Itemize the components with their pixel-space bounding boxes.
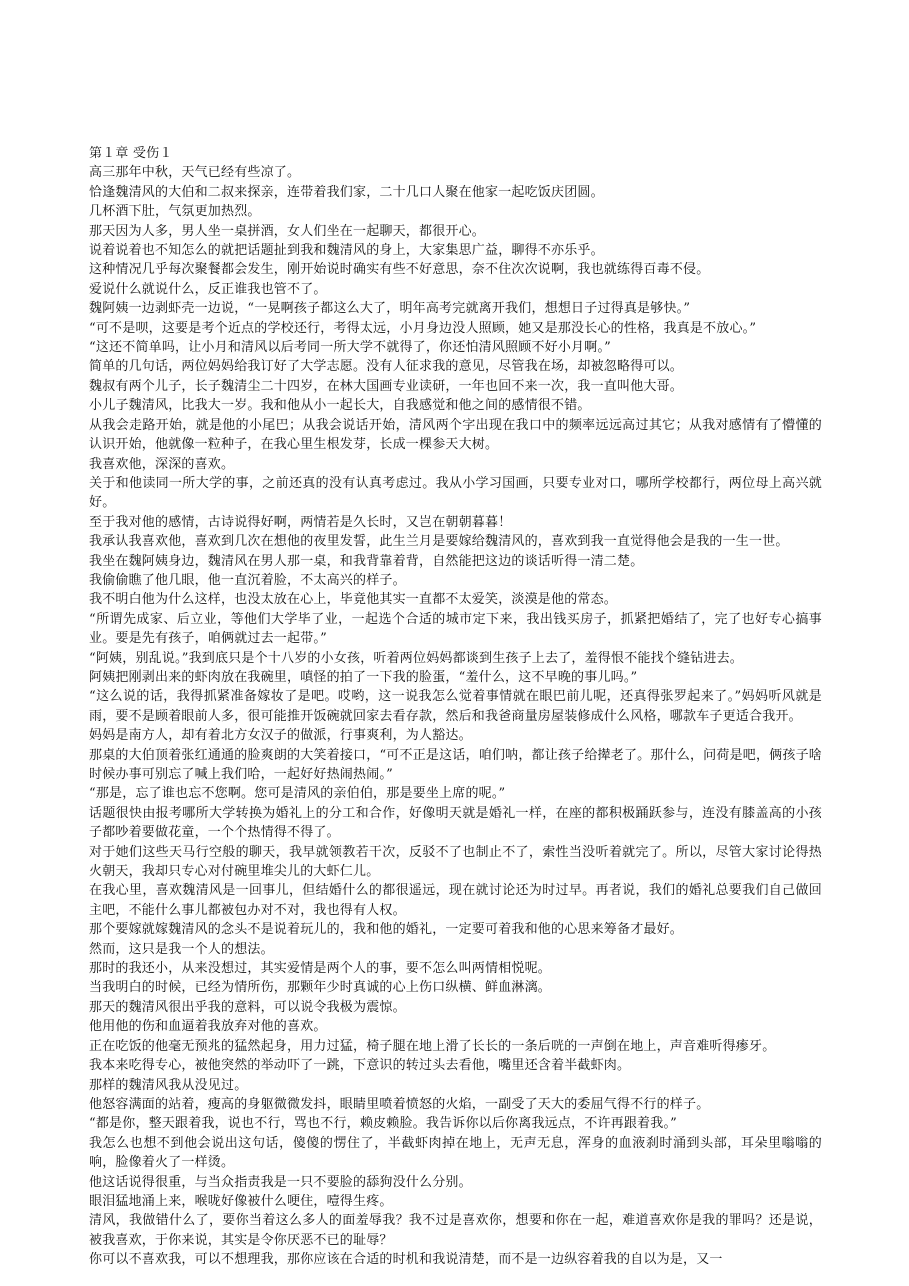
paragraph: 妈妈是南方人，却有着北方女汉子的做派，行事爽利，为人豁达。 (89, 728, 472, 744)
paragraph: “都是你，整天跟着我，说也不行，骂也不行，赖皮赖脸。我告诉你以后你离我远点，不许再跟着我。” (89, 1116, 677, 1132)
paragraph: 那天因为人多，男人坐一桌拼酒，女人们坐在一起聊天，都很开心。 (89, 223, 486, 239)
paragraph: 话题很快由报考哪所大学转换为婚礼上的分工和合作，好像明天就是婚礼一样，在座的都积极踊跃参与，连没有膝盖高的小孩子都吵着要做花童，一个个热情得不得了。 (89, 805, 822, 841)
paragraph: 我怎么也想不到他会说出这句话，傻傻的愣住了，半截虾肉掉在地上，无声无息，浑身的血液刹时涌到头部，耳朵里嗡嗡的响，脸像着火了一样烫。 (89, 1135, 822, 1171)
paragraph: 那桌的大伯顶着张红通通的脸爽朗的大笑着接口，“可不正是这话，咱们呐，都让孩子给撵老了。那什么，问荷是吧，俩孩子啥时候办事可别忘了喊上我们哈，一起好好热闹热闹。” (89, 747, 822, 782)
paragraph: “这还不简单吗，让小月和清风以后考同一所大学不就得了，你还怕清风照顾不好小月啊。” (89, 340, 611, 356)
paragraph: 魏阿姨一边剥虾壳一边说，“一晃啊孩子都这么大了，明年高考完就离开我们，想想日子过得真是够快。” (89, 301, 691, 317)
paragraph: 眼泪猛地涌上来，喉咙好像被什么哽住，噎得生疼。 (89, 1193, 393, 1209)
paragraph: 正在吃饭的他毫无预兆的猛然起身，用力过猛，椅子腿在地上滑了长长的一条后咣的一声倒在地上，声音难听得瘆牙。 (89, 1038, 776, 1054)
paragraph: “可不是呗，这要是考个近点的学校还行，考得太远，小月身边没人照顾，她又是那没长心的性格，我真是不放心。” (89, 320, 757, 336)
paragraph: 说着说着也不知怎么的就把话题扯到我和魏清风的身上，大家集思广益，聊得不亦乐乎。 (89, 243, 604, 259)
paragraph: 阿姨把刚剥出来的虾肉放在我碗里，嗔怪的拍了一下我的脸蛋，“羞什么，这不早晚的事儿吗。” (89, 669, 638, 685)
paragraph: 我承认我喜欢他，喜欢到几次在想他的夜里发誓，此生兰月是要嫁给魏清风的，喜欢到我一直觉得他会是我的一生一世。 (89, 534, 789, 550)
paragraph: 我本来吃得专心，被他突然的举动吓了一跳，下意识的转过头去看他，嘴里还含着半截虾肉。 (89, 1058, 631, 1074)
paragraph: 当我明白的时候，已经为情所伤，那颗年少时真诚的心上伤口纵横、鲜血淋漓。 (89, 980, 552, 996)
paragraph: 关于和他读同一所大学的事，之前还真的没有认真考虑过。我从小学习国画，只要专业对口，哪所学校都行，两位母上高兴就好。 (89, 475, 822, 511)
paragraph: 你可以不喜欢我，可以不想理我，那你应该在合适的时机和我说清楚，而不是一边纵容着我的自以为是，又一 (89, 1252, 723, 1268)
paragraph: 简单的几句话，两位妈妈给我订好了大学志愿。没有人征求我的意见，尽管我在场，却被忽略得可以。 (89, 359, 684, 375)
paragraph: 这种情况几乎每次聚餐都会发生，刚开始说时确实有些不好意思，奈不住次次说啊，我也就练得百毒不侵。 (89, 262, 710, 278)
paragraph: “所谓先成家、后立业，等他们大学毕了业，一起选个合适的城市定下来，我出钱买房子，抓紧把婚结了，完了也好专心搞事业。要是先有孩子，咱俩就过去一起带。” (89, 611, 822, 647)
paragraph: 那个要嫁就嫁魏清风的念头不是说着玩儿的，我和他的婚礼，一定要可着我和他的心思来筹备才最好。 (89, 922, 684, 938)
paragraph: 从我会走路开始，就是他的小尾巴；从我会说话开始，清风两个字出现在我口中的频率远远高过其它；从我对感情有了懵懂的认识开始，他就像一粒种子，在我心里生根发芽，长成一棵参天大树。 (89, 417, 822, 453)
paragraph: 他用他的伤和血逼着我放弃对他的喜欢。 (89, 1019, 327, 1035)
paragraph: 我偷偷瞧了他几眼，他一直沉着脸，不太高兴的样子。 (89, 572, 406, 588)
paragraph: “阿姨，别乱说。”我到底只是个十八岁的小女孩，听着两位妈妈都谈到生孩子上去了，羞得恨不能找个缝钻进去。 (89, 650, 743, 666)
paragraph: 他怒容满面的站着，瘦高的身躯微微发抖，眼睛里喷着愤怒的火焰，一副受了天大的委屈气得不行的样子。 (89, 1096, 710, 1112)
paragraph: 清风，我做错什么了，要你当着这么多人的面羞辱我？我不过是喜欢你，想要和你在一起，难道喜欢你是我的罪吗？还是说，被我喜欢，于你来说，其实是令你厌恶不已的耻辱？ (89, 1213, 822, 1248)
paragraph: 那天的魏清风很出乎我的意料，可以说令我极为震惊。 (89, 999, 406, 1015)
paragraph: 高三那年中秋，天气已经有些凉了。 (89, 165, 301, 181)
paragraph: 他这话说得很重，与当众指责我是一只不要脸的舔狗没什么分别。 (89, 1174, 472, 1190)
paragraph: 恰逢魏清风的大伯和二叔来探亲，连带着我们家，二十几口人聚在他家一起吃饭庆团圆。 (89, 184, 604, 200)
chapter-body (89, 163, 822, 1269)
paragraph: 几杯酒下肚，气氛更加热烈。 (89, 204, 261, 220)
paragraph: 魏叔有两个儿子，长子魏清尘二十四岁，在林大国画专业读研，一年也回不来一次，我一直叫他大哥。 (89, 378, 684, 394)
paragraph: 对于她们这些天马行空般的聊天，我早就领教若干次，反驳不了也制止不了，索性当没听着就完了。所以，尽管大家讨论得热火朝天，我却只专心对付碗里堆尖儿的大虾仁儿。 (89, 844, 822, 880)
paragraph: 爱说什么就说什么，反正谁我也管不了。 (89, 281, 327, 297)
paragraph: 小儿子魏清风，比我大一岁。我和他从小一起长大，自我感觉和他之间的感情很不错。 (89, 398, 591, 414)
paragraph: 那样的魏清风我从没见过。 (89, 1077, 248, 1093)
paragraph: 我坐在魏阿姨身边，魏清风在男人那一桌，和我背靠着背，自然能把这边的谈话听得一清二楚。 (89, 553, 644, 569)
paragraph: 在我心里，喜欢魏清风是一回事儿，但结婚什么的都很遥远，现在就讨论还为时过早。再者说，我们的婚礼总要我们自己做回主吧，不能什么事儿都被包办对不对，我也得有人权。 (89, 883, 822, 918)
paragraph: “这么说的话，我得抓紧准备嫁妆了是吧。哎哟，这一说我怎么觉着事情就在眼巴前儿呢，还真得张罗起来了。”妈妈听风就是雨，要不是顾着眼前人多，很可能推开饭碗就回家去看存款，然后和我爸商量房屋装修成什么风格，哪款车子更适合我开。 (89, 689, 822, 724)
document-page (89, 144, 822, 1270)
paragraph: 那时的我还小，从来没想过，其实爱情是两个人的事，要不怎么叫两情相悦呢。 (89, 961, 552, 977)
paragraph: 然而，这只是我一个人的想法。 (89, 941, 274, 957)
paragraph: 我喜欢他，深深的喜欢。 (89, 456, 235, 472)
paragraph: 我不明白他为什么这样，也没太放在心上，毕竟他其实一直都不太爱笑，淡漠是他的常态。 (89, 592, 618, 608)
paragraph: 至于我对他的感情，古诗说得好啊，两情若是久长时，又岂在朝朝暮暮！ (89, 514, 512, 530)
chapter-title: 第１章 受伤１ (89, 146, 173, 161)
paragraph: “那是，忘了谁也忘不您啊。您可是清风的亲伯伯，那是要坐上席的呢。” (89, 786, 506, 802)
